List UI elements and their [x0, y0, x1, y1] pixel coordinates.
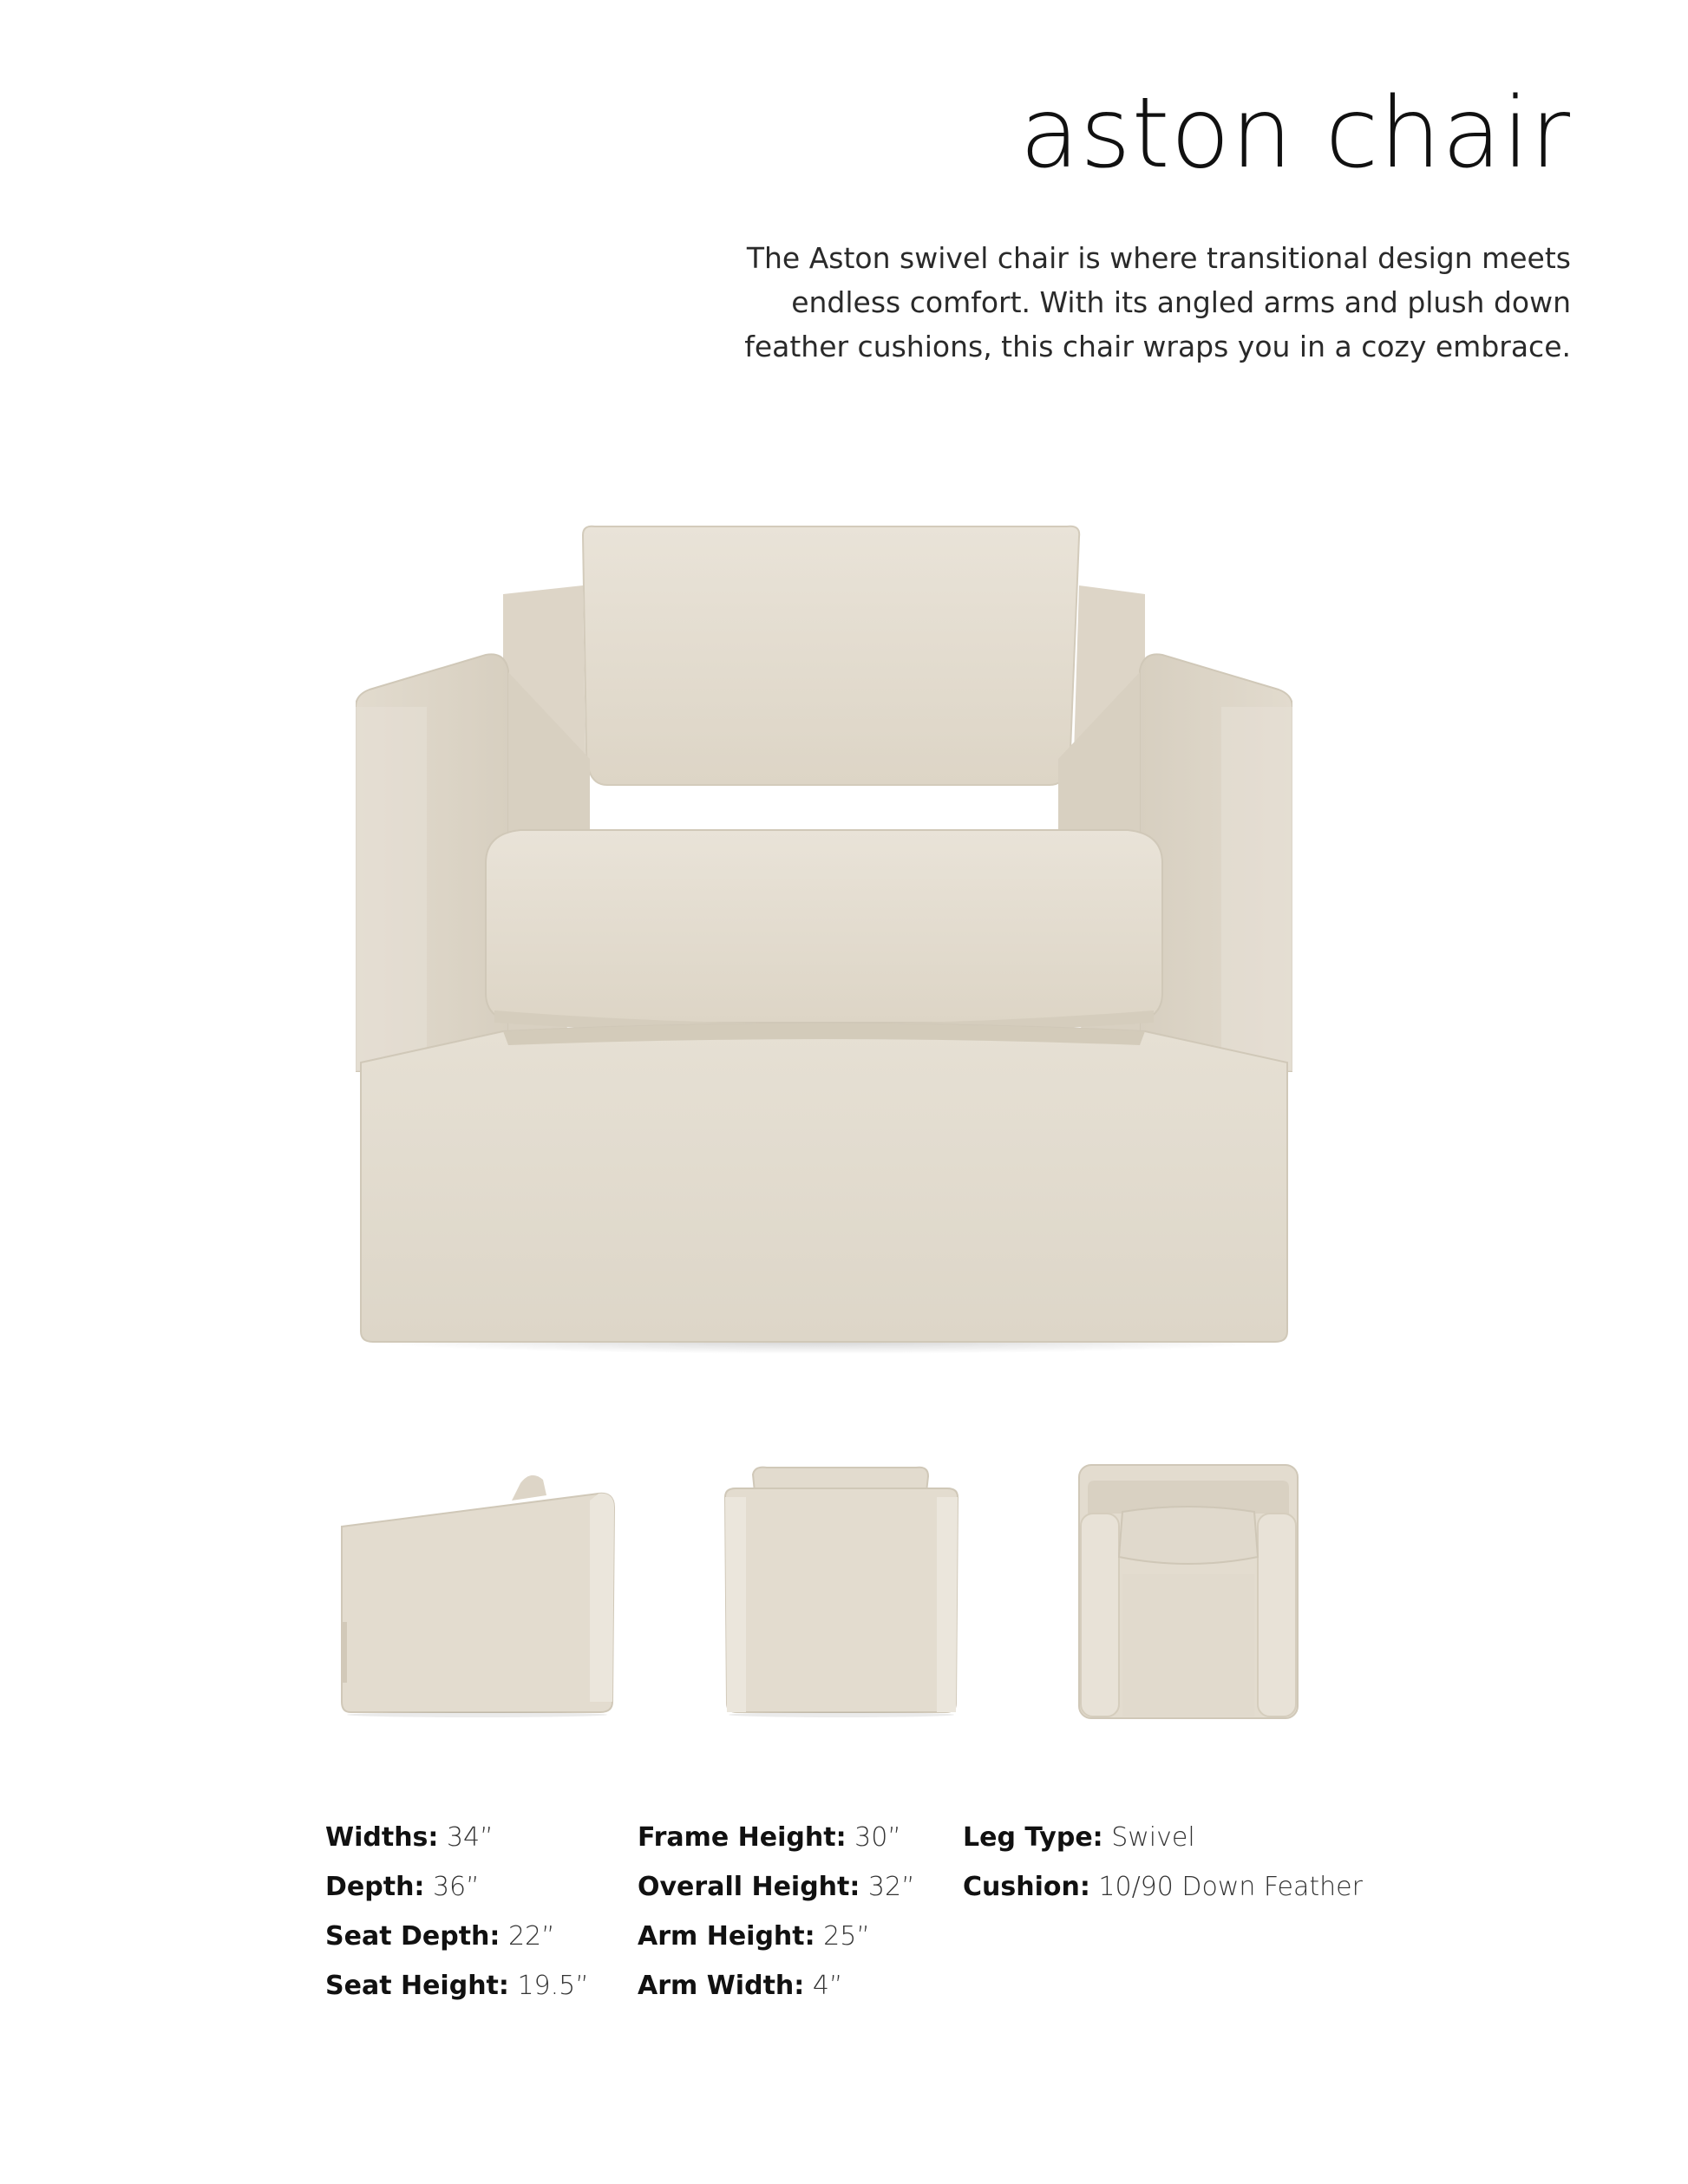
spec-value: Swivel [1111, 1822, 1195, 1853]
spec-label: Depth: [325, 1872, 425, 1902]
spec-column-1 [325, 1813, 589, 2011]
spec-depth [325, 1862, 589, 1912]
chair-back-image [720, 1466, 963, 1717]
spec-label: Arm Height: [638, 1921, 815, 1952]
spec-cushion [963, 1862, 1363, 1912]
spec-value: 25” [823, 1921, 870, 1952]
spec-label: Widths: [325, 1822, 439, 1853]
spec-arm-height [638, 1912, 915, 1961]
description-line-2: endless comfort. With its angled arms and plush down [791, 285, 1571, 319]
description-line-3: feather cushions, this chair wraps you in a cozy embrace. [744, 330, 1571, 363]
product-description [721, 236, 1571, 369]
spec-leg-type [963, 1813, 1363, 1862]
chair-front-image [356, 525, 1292, 1357]
spec-label: Arm Width: [638, 1971, 805, 2001]
spec-column-3 [963, 1813, 1363, 1912]
spec-column-2 [638, 1813, 915, 2011]
spec-seat-height [325, 1961, 589, 2011]
specifications [0, 1813, 1688, 2021]
description-line-1: The Aston swivel chair is where transitional design meets [746, 241, 1571, 275]
spec-label: Seat Depth: [325, 1921, 501, 1952]
spec-seat-depth [325, 1912, 589, 1961]
spec-value: 19.5” [517, 1971, 589, 2001]
spec-widths [325, 1813, 589, 1862]
spec-label: Frame Height: [638, 1822, 847, 1853]
chair-side-image [338, 1466, 625, 1717]
spec-value: 32” [867, 1872, 915, 1902]
spec-value: 4” [812, 1971, 843, 2001]
spec-value: 10/90 Down Feather [1098, 1872, 1363, 1902]
spec-label: Seat Height: [325, 1971, 509, 2001]
spec-value: 36” [432, 1872, 480, 1902]
spec-arm-width [638, 1961, 915, 2011]
spec-label: Leg Type: [963, 1822, 1103, 1853]
spec-value: 34” [446, 1822, 494, 1853]
spec-value: 30” [854, 1822, 901, 1853]
spec-value: 22” [507, 1921, 555, 1952]
spec-label: Cushion: [963, 1872, 1090, 1902]
chair-top-image [1076, 1461, 1301, 1722]
spec-frame-height [638, 1813, 915, 1862]
product-title: aston chair [1019, 77, 1571, 190]
spec-label: Overall Height: [638, 1872, 860, 1902]
spec-overall-height [638, 1862, 915, 1912]
